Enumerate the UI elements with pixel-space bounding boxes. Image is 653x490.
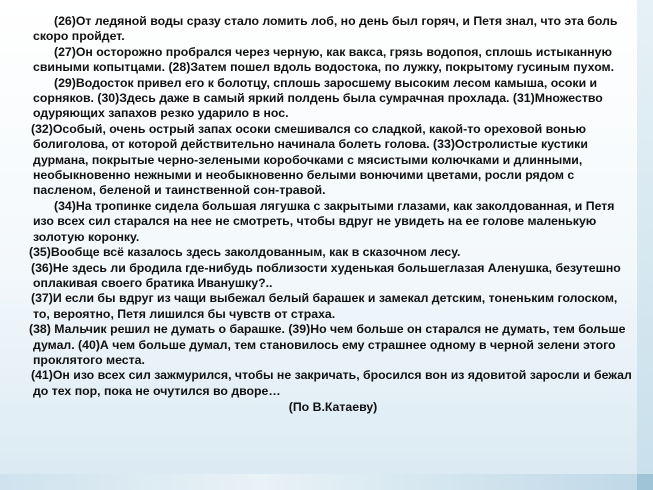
paragraph-26: (26)От ледяной воды сразу стало ломить лоб, но день был горяч, и Петя знал, что эта боль скоро пройдет.: [33, 14, 618, 44]
slide-right-band: [637, 0, 653, 490]
paragraph-38: (38) Мальчик решил не думать о барашке. (39)Но чем больше он старался не думать, тем больше думал. (40)А чем больше думал, тем становилось ему страшнее одному в черной зелени этого проклятого места.: [29, 322, 626, 367]
paragraph-36: (36)Не здесь ли бродила где-нибудь поблизости худенькая большеглазая Аленушка, безутешно оплакивая своего братика Иванушку?..: [31, 260, 621, 290]
paragraph-32: (32)Особый, очень острый запах осоки смешивался со сладкой, какой-то ореховой вонью болиголова, от которой действительно начинала болеть голова. (33)Остролистые кустики дурмана, покрытые черно-зелеными коробочками с мясистыми колючками и длинными, необыкновенно нежными и необыкновенно белыми вонючими цветами, росли рядом с пасленом, беленой и таинственной сон-травой.: [31, 121, 588, 198]
paragraph-34: (34)На тропинке сидела большая лягушка с закрытыми глазами, как заколдованная, и Петя изо всех сил старался на нее не смотреть, чтобы вдруг не увидеть на ее голове маленькую золотую коронку.: [33, 198, 615, 244]
attribution: (По В.Катаеву): [288, 400, 378, 415]
paragraph-29: (29)Водосток привел его к болотцу, сплошь заросшему высоким лесом камыша, осоки и сорняков. (30)Здесь даже в самый яркий полдень была сумрачная прохлада. (31)Множество одуряющих запахов резко ударило в нос.: [33, 75, 603, 121]
paragraph-27: (27)Он осторожно пробрался через черную, как вакса, грязь водопоя, сплошь истыканную свиными копытцами. (28)Затем пошел вдоль водостока, по лужку, покрытому гусиным пухом.: [33, 44, 615, 75]
text-passage: [29, 14, 633, 416]
paragraph-37: (37)И если бы вдруг из чащи выбежал белый барашек и замекал детским, тоненьким голоском, то, вероятно, Петя лишился бы чувств от страха.: [31, 291, 618, 321]
paragraph-41: (41)Он изо всех сил зажмурился, чтобы не закричать, бросился вон из ядовитой заросли и бежал до тех пор, пока не очутился во дворе…: [31, 368, 632, 398]
slide-bottom-band: [0, 474, 653, 490]
slide-corner-accent: [637, 474, 653, 490]
paragraph-35: (35)Вообще всё казалось здесь заколдованным, как в сказочном лесу.: [29, 245, 461, 260]
